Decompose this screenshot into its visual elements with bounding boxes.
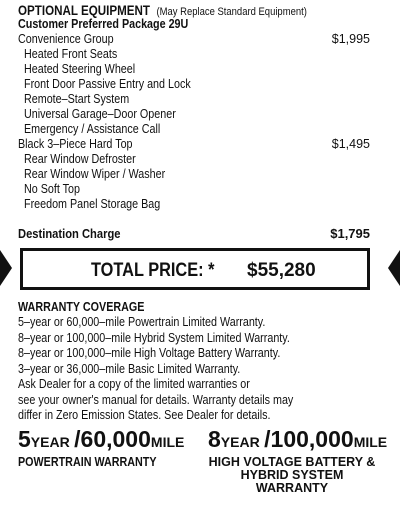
total-label: TOTAL PRICE: * [91,260,215,281]
warranty-line: 8–year or 100,000–mile High Voltage Battery Warranty. [18,346,281,360]
equipment-item: Convenience Group [18,32,114,46]
equipment-price: $1,995 [331,32,370,46]
warranty-line: 8–year or 100,000–mile Hybrid System Limited Warranty. [18,330,290,345]
badge-hybrid: 8YEAR /100,000MILE [208,426,388,452]
warranty-line: Ask Dealer for a copy of the limited warranties or [18,377,250,391]
warranty-line: 3–year or 36,000–mile Basic Limited Warranty. [18,361,241,376]
destination-price: $1,795 [330,226,370,241]
left-arrow-icon [0,250,12,286]
equipment-subitem: Emergency / Assistance Call [24,122,161,136]
equipment-subitem: Rear Window Wiper / Washer [24,167,166,181]
equipment-subitem: Freedom Panel Storage Bag [24,197,161,211]
warranty-line: 5–year or 60,000–mile Powertrain Limited Warranty. [18,315,266,329]
equipment-subitem: Universal Garage–Door Opener [24,107,176,121]
destination-label: Destination Charge [18,226,121,241]
equipment-subitem: Heated Front Seats [24,47,118,61]
badge-powertrain-caption: POWERTRAIN WARRANTY [18,455,157,469]
equipment-subitem: Front Door Passive Entry and Lock [24,77,191,91]
equipment-subitem: Heated Steering Wheel [24,62,136,76]
equipment-item: Black 3–Piece Hard Top [18,137,133,151]
equipment-subitem: Rear Window Defroster [24,152,136,166]
total-value: $55,280 [247,260,316,281]
total-price-box [20,248,370,290]
equipment-subitem: No Soft Top [24,182,80,196]
equipment-price: $1,495 [331,137,370,151]
warranty-line: see your owner's manual for details. Warranty details may [18,392,294,407]
badge-hybrid-caption: HIGH VOLTAGE BATTERY & HYBRID SYSTEM WARRANTY [208,455,376,495]
warranty-heading: WARRANTY COVERAGE [18,300,145,314]
badge-powertrain: 5YEAR /60,000MILE [18,426,185,452]
warranty-line: differ in Zero Emission States. See Dealer for details. [18,408,271,422]
section-subtitle: (May Replace Standard Equipment) [156,6,307,18]
equipment-subitem: Remote–Start System [24,92,130,106]
section-title: OPTIONAL EQUIPMENT (May Replace Standard Equipment) [18,3,307,18]
package-name: Customer Preferred Package 29U [18,17,189,31]
right-arrow-icon [388,250,400,286]
